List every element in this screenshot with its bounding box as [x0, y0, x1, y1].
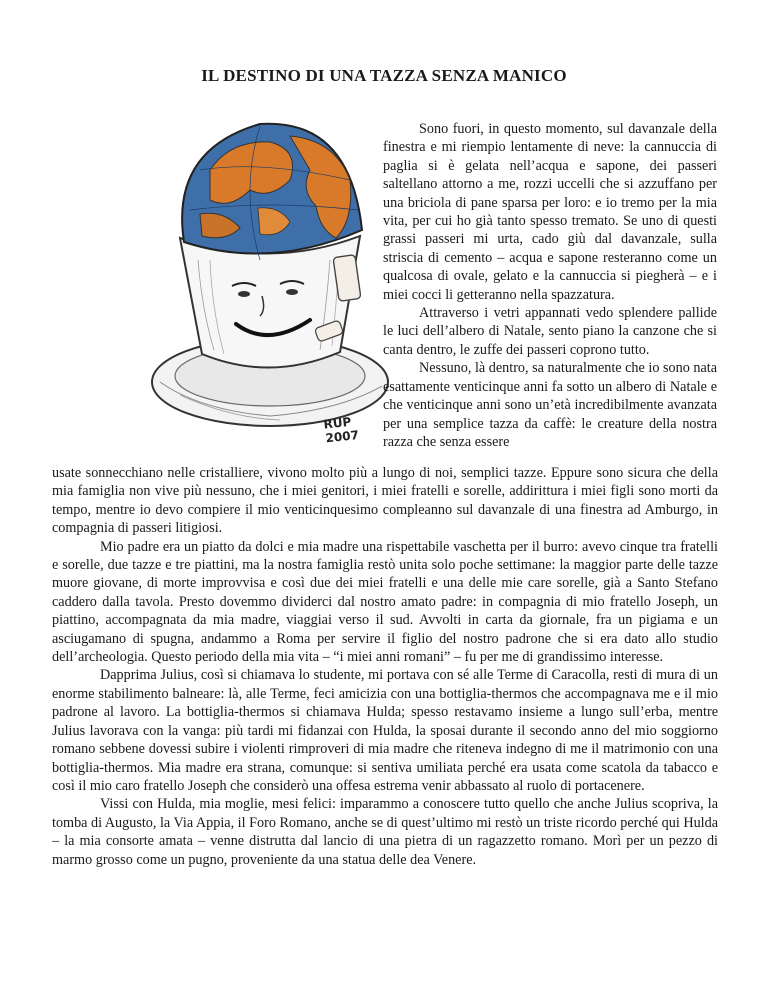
svg-text:2007: 2007 [324, 427, 360, 446]
paragraph: Vissi con Hulda, mia moglie, mesi felici: imparammo a conoscere tutto quello che anche Julius scopriva, la tomba di Augusto, la Via Appia, il Foro Romano, anche se di quest’ultimo mi restò un triste ricordo perché qui Hulda – la mia consorte amata – venne distrutta dal lancio di una pietra di un ragazzetto romano. Morì per un pezzo di marmo grosso come un pugno, proveniente da una statua delle dea Venere. [52, 796, 718, 868]
paragraph: Mio padre era un piatto da dolci e mia madre una rispettabile vaschetta per il burro: avevo cinque tra fratelli e sorelle, due tazze e tre piattini, ma la nostra famiglia restò unita solo poche settimane: la maggior parte delle tazze muore giovane, di morte improvvisa e così due dei miei fratelli e una delle mie care sorelle, già a Santo Stefano caddero dalla tavola. Presto dovemmo dividerci dal nostro amato padre: in compagnia di mio fratello Joseph, un piattino, accompagnata da mia madre, viaggiai verso il sud. Avvolti in carta da giornale, fra un pigiama e un asciugamano di spugna, andammo a Roma per servire il figlio del nostro padrone che si era dato allo studio dell’archeologia. Questo periodo della mia vita – “i miei anni romani” – fu per me di grandissimo interesse. [52, 538, 718, 666]
document-title: IL DESTINO DI UNA TAZZA SENZA MANICO [201, 66, 567, 85]
paragraph: Dapprima Julius, così si chiamava lo studente, mi portava con sé alle Terme di Caracolla, resti di mura di un enorme stabilimento balneare: là, alle Terme, feci amicizia con una bottiglia-thermos che accompagnava me e il mio padrone al lavoro. La bottiglia-thermos si chiamava Hulda; spesso restavamo insieme a lungo sull’erba, mentre Julius lavorava con la vanga: più tardi mi fidanzai con Hulda, la sposai durante il secondo anno del mio soggiorno romano sebbene dovessi subire i violenti rimproveri di mia madre che riteneva indegno di me il matrimonio con una bottiglia-thermos. Mia madre era strana, comunque: si sentiva umiliata perché era usata come scatola da tabacco e così il mio caro fratello Joseph che considerò una offesa estrema venir abbassato al ruolo di portacenere. [52, 667, 718, 794]
illustration-signature: RUP [322, 414, 352, 432]
cup-globe-illustration [140, 110, 392, 460]
cup-shape [180, 236, 360, 368]
paragraph: Sono fuori, in questo momento, sul davanzale della finestra e mi riempio lentamente di neve: la cannuccia di paglia si è gelata nell’acqua e sapone, dei passeri saltellano attorno a me, rozzi uccelli che si azzuffano per una briciola di pane sparsa per loro: e io tremo per la mia vita, per cui ho già tanto spesso tremato. Se uno di questi grassi passeri mi urta, cado giù dal davanzale, sulla striscia di cemento – acqua e sapone resteranno come un qualcosa di ovale, gelato e la cannuccia si piegherà – e i miei cocci li getteranno nella spazzatura. [383, 121, 717, 303]
paragraph-continuation: usate sonnecchiano nelle cristalliere, vivono molto più a lungo di noi, semplici tazze. Eppure sono sicura che della mia famiglia non vive più nessuno, che i miei genitori, i miei fratelli e sorelle, addirittura i miei figli sono morti da tempo, mentre io devo compiere il mio venticinquesimo compleanno sul davanzale di una finestra ad Amburgo, in compagnia di passeri litigiosi. [52, 465, 718, 537]
body-text-block [52, 464, 718, 869]
paragraph: Nessuno, là dentro, sa naturalmente che io sono nata esattamente venticinque anni fa sotto un albero di Natale e che venticinque anni sono un’età incredibilmente avanzata per una semplice tazza da caffè: le creature della nostra razza che senza essere [383, 360, 717, 450]
side-text-block [383, 120, 717, 451]
paragraph: Attraverso i vetri appannati vedo splendere pallide le luci dell’albero di Natale, sento piano la canzone che si canta dentro, le zuffe dei passeri coprono tutto. [383, 305, 717, 358]
